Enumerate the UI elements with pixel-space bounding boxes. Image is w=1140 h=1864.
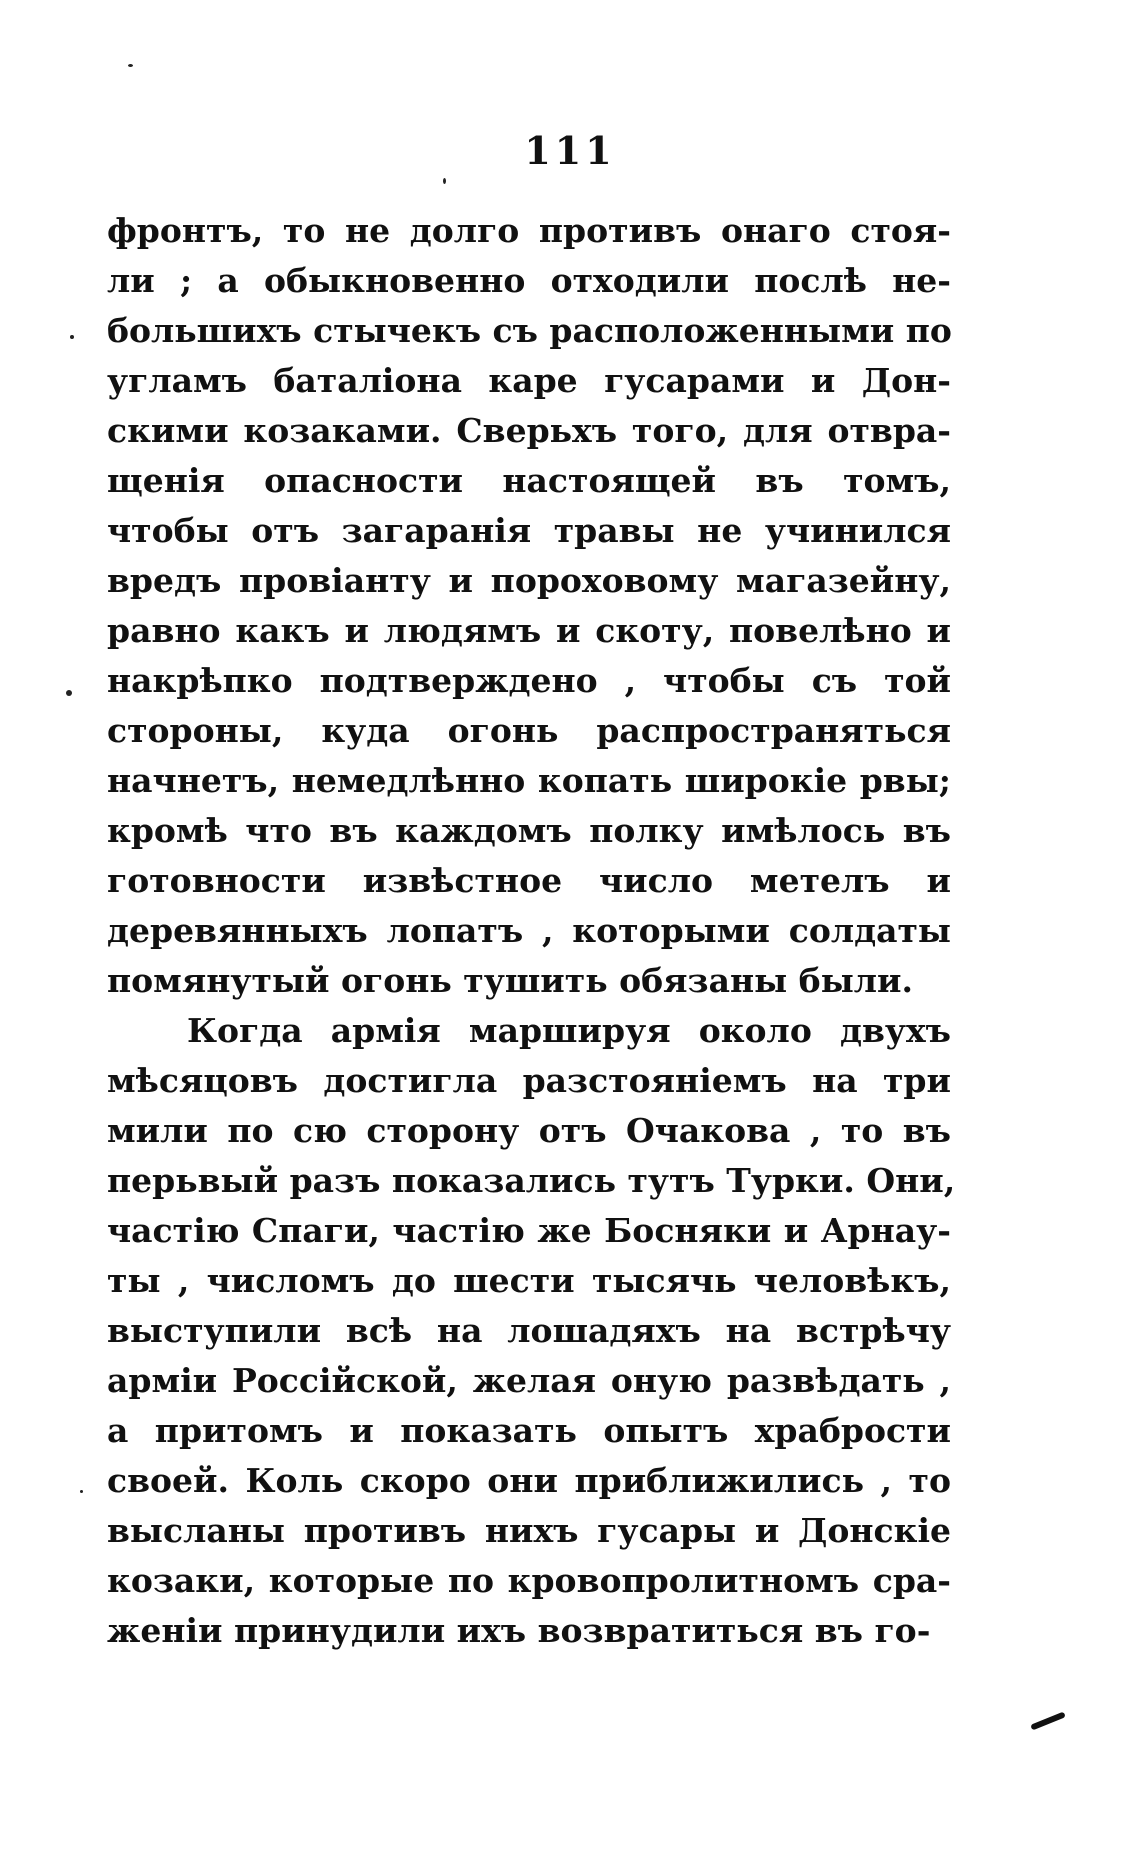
- text-line: Когда армія маршируя около двухъ: [187, 1011, 951, 1050]
- text-line: угламъ баталіона каре гусарами и Дон-: [107, 361, 951, 400]
- scan-speck: [128, 64, 133, 67]
- scan-speck: [443, 178, 446, 184]
- text-line: фронтъ, то не долго противъ онаго стоя-: [107, 211, 951, 250]
- text-block: [107, 206, 956, 1656]
- text-line: козаки, которые по кровопролитномъ сра-: [107, 1561, 951, 1600]
- text-line: скими козаками. Сверьхъ того, для отвра-: [107, 411, 951, 450]
- text-line: начнетъ, немедлѣнно копать широкіе рвы;: [107, 761, 951, 800]
- text-line: женіи принудили ихъ возвратиться въ го-: [107, 1611, 931, 1650]
- text-line: мили по сю сторону отъ Очакова , то въ: [107, 1111, 951, 1150]
- text-line: мѣсяцовъ достигла разстояніемъ на три: [107, 1061, 951, 1100]
- text-line: стороны, куда огонь распространяться: [107, 711, 951, 750]
- text-line: а притомъ и показать опытъ храбрости: [107, 1411, 951, 1450]
- scan-speck: [80, 1490, 83, 1493]
- ink-smudge: [1030, 1711, 1066, 1730]
- text-line: вредъ провіанту и пороховому магазейну,: [107, 561, 951, 600]
- text-line: высланы противъ нихъ гусары и Донскіе: [107, 1511, 951, 1550]
- text-line: кромѣ что въ каждомъ полку имѣлось въ: [107, 811, 951, 850]
- text-line: готовности извѣстное число метелъ и: [107, 861, 951, 900]
- text-line: помянутый огонь тушить обязаны были.: [107, 961, 914, 1000]
- text-line: ли ; а обыкновенно отходили послѣ не-: [107, 261, 951, 300]
- text-line: ты , числомъ до шести тысячь человѣкъ,: [107, 1261, 951, 1300]
- text-line: равно какъ и людямъ и скоту, повелѣно и: [107, 611, 951, 650]
- text-line: частію Спаги, частію же Босняки и Арнау-: [107, 1211, 951, 1250]
- text-line: выступили всѣ на лошадяхъ на встрѣчу: [107, 1311, 951, 1350]
- text-line: перьвый разъ показались тутъ Турки. Они,: [107, 1161, 956, 1200]
- text-line: своей. Коль скоро они приближились , то: [107, 1461, 951, 1500]
- text-line: чтобы отъ загаранія травы не учинился: [107, 511, 951, 550]
- text-line: арміи Россійской, желая оную развѣдать ,: [107, 1361, 951, 1400]
- page-number: 111: [524, 128, 616, 173]
- scan-speck: [70, 335, 74, 339]
- scan-speck: [66, 690, 72, 696]
- text-line: деревянныхъ лопатъ , которыми солдаты: [107, 911, 951, 950]
- text-line: щенія опасности настоящей въ томъ,: [107, 461, 951, 500]
- text-line: большихъ стычекъ съ расположенными по: [107, 311, 952, 350]
- text-line: накрѣпко подтверждено , чтобы съ той: [107, 661, 951, 700]
